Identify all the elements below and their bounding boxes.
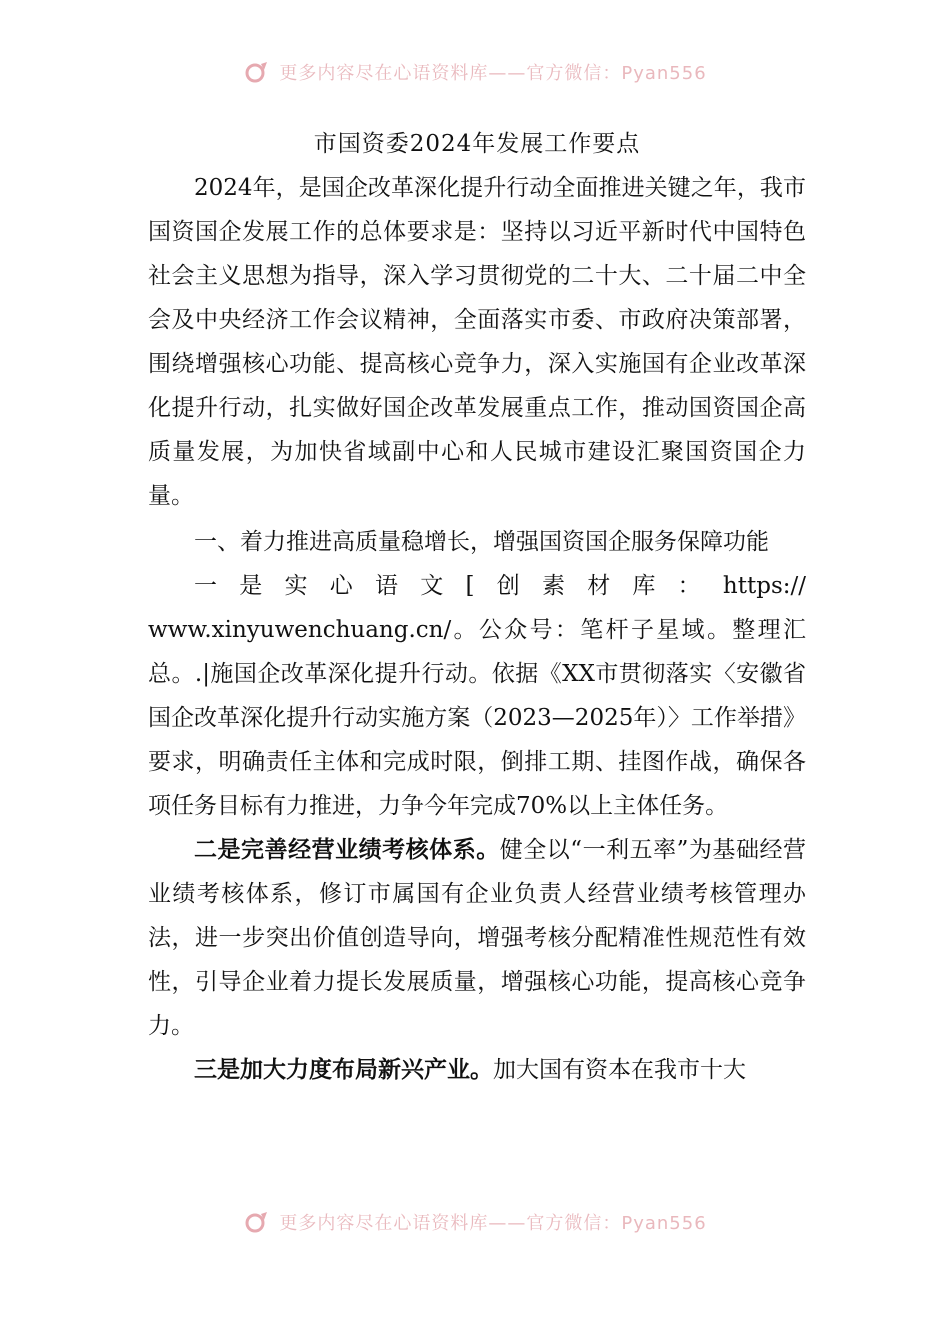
watermark-text: 更多内容尽在心语资料库——官方微信：Pyan556 xyxy=(279,63,707,84)
intro-paragraph: 2024年，是国企改革深化提升行动全面推进关键之年，我市国资国企发展工作的总体要求是：坚持以习近平新时代中国特色社会主义思想为指导，深入学习贯彻党的二十大、二十届二中全会及中央经济工作会议精神，全面落实市委、市政府决策部署，围绕增强核心功能、提高核心竞争力，深入实施国有企业改革深化提升行动，扎实做好国企改革发展重点工作，推动国资国企高质量发展，为加快省域副中心和人民城市建设汇聚国资国企力量。 xyxy=(148,175,806,509)
document-body xyxy=(148,122,806,1092)
watermark-logo-icon xyxy=(243,1208,271,1236)
item-1-first-line: 一是实心语文[创素材库：https:// xyxy=(194,573,806,599)
section-1-heading: 一、着力推进高质量稳增长，增强国资国企服务保障功能 xyxy=(194,529,769,555)
item-2-lead: 二是完善经营业绩考核体系。 xyxy=(194,836,500,863)
item-2-paragraph xyxy=(148,828,806,1048)
item-3-lead: 三是加大力度布局新兴产业。 xyxy=(194,1056,493,1083)
watermark-logo-icon xyxy=(243,58,271,86)
item-1-paragraph: www.xinyuwenchuang.cn/。公众号：笔杆子星域。整理汇总。.|施国企改革深化提升行动。依据《XX市贯彻落实〈安徽省国企改革深化提升行动实施方案（2023—2025年）〉工作举措》要求，明确责任主体和完成时限，倒排工期、挂图作战，确保各项任务目标有力推进，力争今年完成70%以上主体任务。 xyxy=(148,617,806,819)
item-3-body: 加大国有资本在我市十大 xyxy=(493,1057,746,1083)
watermark-text: 更多内容尽在心语资料库——官方微信：Pyan556 xyxy=(279,1213,707,1234)
document-title: 市国资委2024年发展工作要点 xyxy=(313,131,641,157)
item-3-paragraph xyxy=(148,1048,806,1092)
watermark-header xyxy=(0,52,950,92)
item-2-body: 健全以“一利五率”为基础经营业绩考核体系，修订市属国有企业负责人经营业绩考核管理办法，进一步突出价值创造导向，增强考核分配精准性规范性有效性，引导企业着力提长发展质量，增强核心功能，提高核心竞争力。 xyxy=(148,837,806,1039)
watermark-footer xyxy=(0,1202,950,1242)
